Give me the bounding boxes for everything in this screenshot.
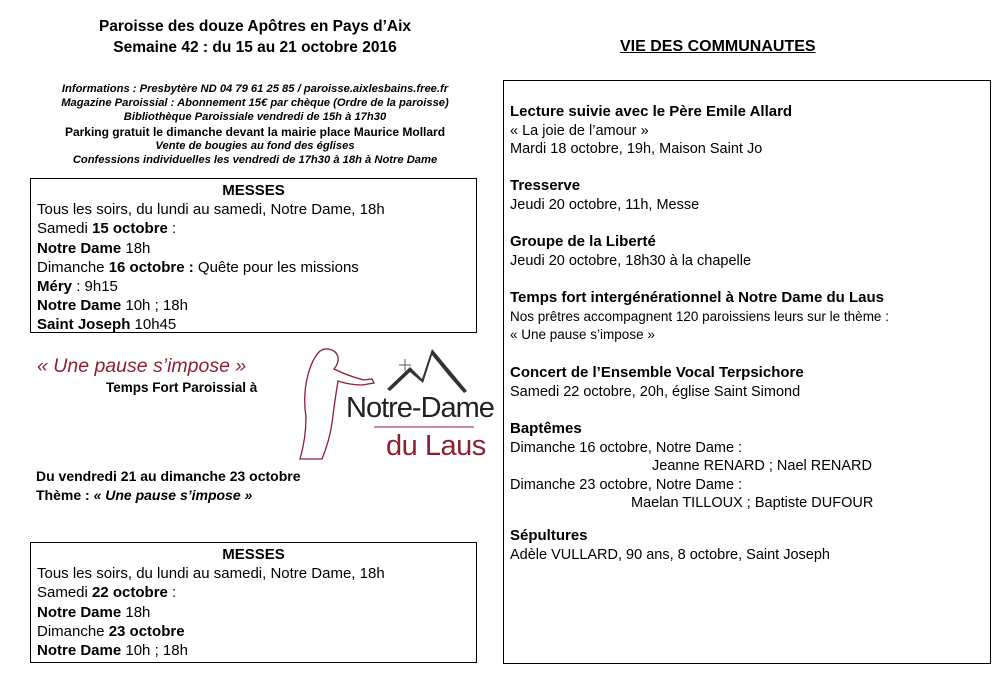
masses-line: Tous les soirs, du lundi au samedi, Notre Dame, 18h xyxy=(37,565,385,583)
masses-title: MESSES xyxy=(222,182,285,199)
logo-line2: du Laus xyxy=(386,430,486,462)
masses-title: MESSES xyxy=(222,546,285,563)
section-title: Temps fort intergénérationnel à Notre Dame du Laus xyxy=(510,289,884,306)
event-theme-line: Thème : « Une pause s’impose » xyxy=(36,487,253,503)
section-sepultures xyxy=(510,527,830,564)
section-title: Concert de l’Ensemble Vocal Terpsichore xyxy=(510,364,804,381)
section-line: « La joie de l’amour » xyxy=(510,122,649,139)
section-line: Nos prêtres accompagnent 120 paroissiens leurs sur le thème : xyxy=(510,308,889,324)
masses-line: Notre Dame 10h ; 18h xyxy=(37,297,188,315)
section-line: Dimanche 23 octobre, Notre Dame : xyxy=(510,476,743,493)
section-title: Sépultures xyxy=(510,527,588,544)
event-dates xyxy=(36,467,301,505)
masses-line: Samedi 22 octobre : xyxy=(37,584,177,602)
section-line: « Une pause s’impose » xyxy=(510,327,655,342)
masses-line: Notre Dame 10h ; 18h xyxy=(37,642,188,660)
section-concert xyxy=(510,364,804,401)
section-temps-fort xyxy=(510,289,889,345)
masses-line: Tous les soirs, du lundi au samedi, Notre Dame, 18h xyxy=(37,201,385,219)
communautes-title: VIE DES COMMUNAUTES xyxy=(620,38,816,55)
masses-line: Saint Joseph 10h45 xyxy=(37,316,177,334)
section-line: Maelan TILLOUX ; Baptiste DUFOUR xyxy=(631,495,874,511)
masses-box-week43 xyxy=(30,542,477,663)
info-line: Bibliothèque Paroissiale vendredi de 15h à 17h30 xyxy=(123,111,387,124)
section-line: Mardi 18 octobre, 19h, Maison Saint Jo xyxy=(510,141,763,157)
masses-line: Dimanche 23 octobre xyxy=(37,622,185,640)
mountain-icon xyxy=(387,349,467,393)
info-block xyxy=(30,82,480,167)
section-title: Groupe de la Liberté xyxy=(510,233,656,250)
notre-dame-du-laus-logo xyxy=(292,345,494,463)
week-title: Semaine 42 : du 15 au 21 octobre 2016 xyxy=(113,39,397,56)
info-line: Magazine Paroissial : Abonnement 15€ par chèque (Ordre de la paroisse) xyxy=(61,97,449,110)
section-baptemes xyxy=(510,420,873,513)
event-dates-line: Du vendredi 21 au dimanche 23 octobre xyxy=(36,468,301,484)
masses-line: Méry : 9h15 xyxy=(37,278,118,296)
info-line: Confessions individuelles les vendredi de 17h30 à 18h à Notre Dame xyxy=(72,154,438,167)
section-groupe-liberte xyxy=(510,233,751,270)
section-tresserve xyxy=(510,177,699,214)
section-line: Jeanne RENARD ; Nael RENARD xyxy=(652,458,872,474)
masses-line: Notre Dame 18h xyxy=(37,603,151,621)
section-title: Tresserve xyxy=(510,177,581,194)
masses-line: Notre Dame 18h xyxy=(37,239,151,257)
section-line: Samedi 22 octobre, 20h, église Saint Simond xyxy=(510,383,801,400)
masses-box-week42 xyxy=(30,178,477,333)
section-line: Jeudi 20 octobre, 18h30 à la chapelle xyxy=(510,252,752,269)
parish-title: Paroisse des douze Apôtres en Pays d’Aix xyxy=(98,18,412,35)
section-title: Lecture suivie avec le Père Emile Allard xyxy=(510,103,793,120)
logo-line1: Notre-Dame xyxy=(346,392,494,424)
section-line: Jeudi 20 octobre, 11h, Messe xyxy=(510,196,700,213)
section-line: Adèle VULLARD, 90 ans, 8 octobre, Saint Joseph xyxy=(510,546,830,563)
section-title: Baptêmes xyxy=(510,420,582,437)
info-line: Parking gratuit le dimanche devant la mairie place Maurice Mollard xyxy=(64,124,446,139)
masses-line: Samedi 15 octobre : xyxy=(37,220,177,238)
info-line: Vente de bougies au fond des églises xyxy=(155,139,355,152)
masses-line: Dimanche 16 octobre : Quête pour les missions xyxy=(37,258,359,276)
event-slogan: « Une pause s’impose » xyxy=(37,355,247,377)
info-line: Informations : Presbytère ND 04 79 61 25 85 / paroisse.aixlesbains.free.fr xyxy=(61,83,449,95)
section-lecture xyxy=(510,103,792,159)
section-line: Dimanche 16 octobre, Notre Dame : xyxy=(510,439,743,456)
event-subtitle: Temps Fort Paroissial à xyxy=(106,380,258,395)
